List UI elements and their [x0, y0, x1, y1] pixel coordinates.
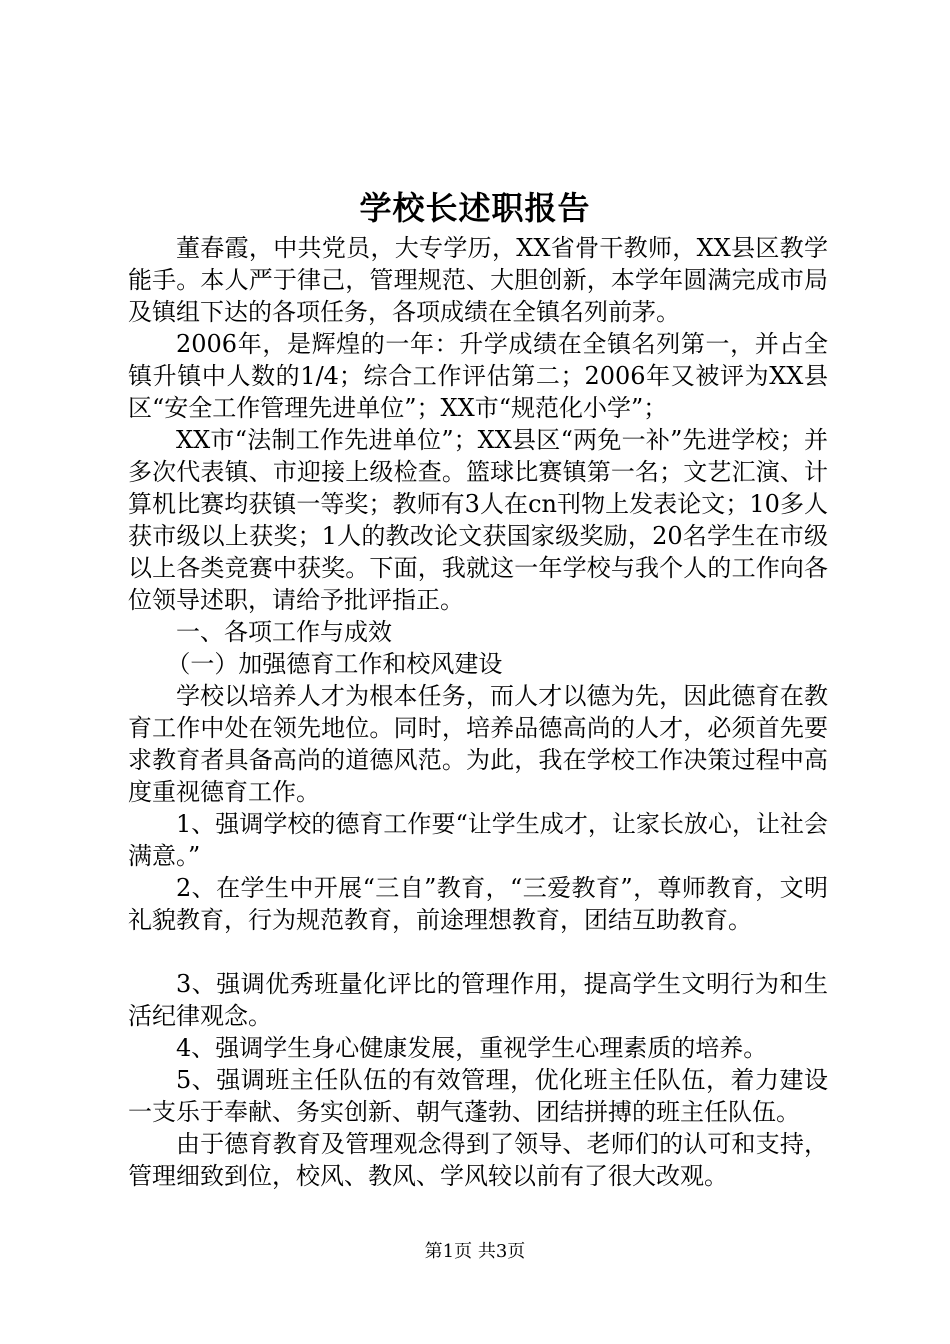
page-footer: 第1页 共3页: [424, 1241, 526, 1262]
paragraph-2006-achievements: 2006年，是辉煌的一年：升学成绩在全镇名列第一，并占全镇升镇中人数的1/4；综合工作评估第二；2006年又被评为XX县区“安全工作管理先进单位”；XX市“规范化小学”；: [128, 330, 828, 422]
document-body: [128, 232, 828, 1192]
subsection-heading: （一）加强德育工作和校风建设: [166, 650, 503, 678]
section-heading: 一、各项工作与成效: [176, 618, 392, 646]
list-item-1: 1、强调学校的德育工作要“让学生成才，让家长放心，让社会满意。”: [128, 810, 828, 870]
paragraph-intro: 董春霞，中共党员，大专学历，XX省骨干教师，XX县区教学能手。本人严于律己，管理规范、大胆创新，本学年圆满完成市局及镇组下达的各项任务，各项成绩在全镇名列前茅。: [128, 234, 828, 326]
list-item-4: 4、强调学生身心健康发展，重视学生心理素质的培养。: [176, 1034, 768, 1062]
paragraph-moral-education: 学校以培养人才为根本任务，而人才以德为先，因此德育在教育工作中处在领先地位。同时，培养品德高尚的人才，必须首先要求教育者具备高尚的道德风范。为此，我在学校工作决策过程中高度重视德育工作。: [128, 682, 828, 806]
list-item-3: 3、强调优秀班量化评比的管理作用，提高学生文明行为和生活纪律观念。: [128, 970, 828, 1030]
paragraph-conclusion: 由于德育教育及管理观念得到了领导、老师们的认可和支持，管理细致到位，校风、教风、学风较以前有了很大改观。: [128, 1130, 828, 1190]
list-item-5: 5、强调班主任队伍的有效管理，优化班主任队伍，着力建设一支乐于奉献、务实创新、朝气蓬勃、团结拼搏的班主任队伍。: [128, 1066, 828, 1126]
list-item-2: 2、在学生中开展“三自”教育，“三爱教育”，尊师教育，文明礼貌教育，行为规范教育，前途理想教育，团结互助教育。: [128, 874, 828, 934]
document-title: 学校长述职报告: [359, 189, 591, 227]
paragraph-honors: XX市“法制工作先进单位”；XX县区“两免一补”先进学校；并多次代表镇、市迎接上级检查。篮球比赛镇第一名；文艺汇演、计算机比赛均获镇一等奖；教师有3人在cn刊物上发表论文；10多人获市级以上获奖；1人的教改论文获国家级奖励，20名学生在市级以上各类竞赛中获奖。下面，我就这一年学校与我个人的工作向各位领导述职，请给予批评指正。: [128, 426, 828, 614]
